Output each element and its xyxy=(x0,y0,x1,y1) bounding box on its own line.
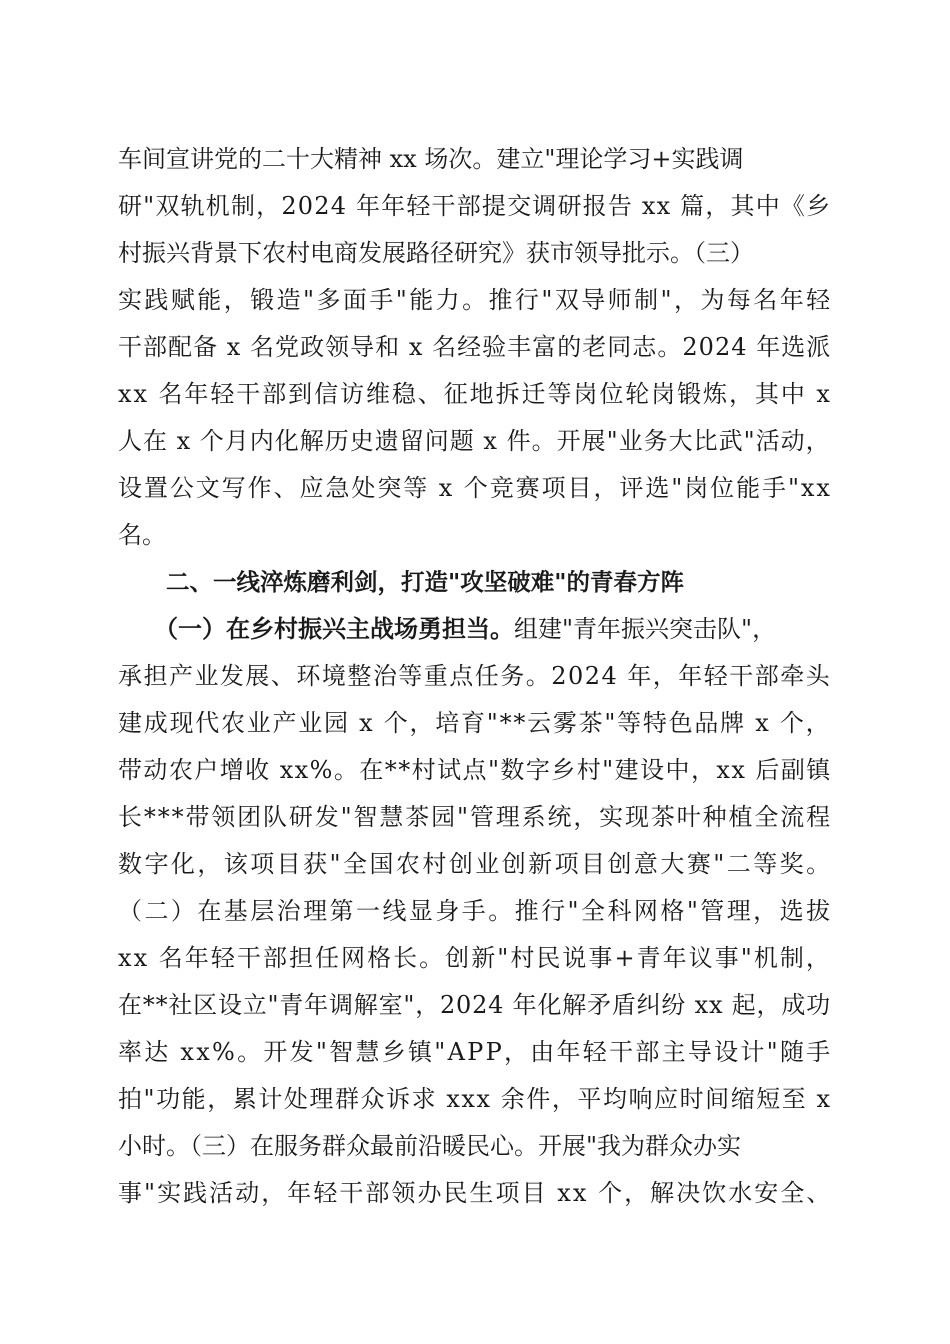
paragraph-line: 数字化，该项目获"全国农村创业创新项目创意大赛"二等奖。 xyxy=(118,850,833,878)
paragraph-line: 小时。（三）在服务群众最前沿暖民心。开展"我为群众办实 xyxy=(118,1132,742,1160)
subsection-title: （一）在乡村振兴主战场勇担当。 xyxy=(154,614,514,643)
subsection-line xyxy=(154,612,776,646)
paragraph-line: 村振兴背景下农村电商发展路径研究》获市领导批示。（三） xyxy=(118,239,754,267)
paragraph-line: 实践赋能，锻造"多面手"能力。推行"双导师制"，为每名年轻 xyxy=(118,286,833,314)
paragraph-line: xx 名年轻干部担任网格长。创新"村民说事+青年议事"机制， xyxy=(118,944,832,972)
paragraph-line: 干部配备 x 名党政领导和 x 名经验丰富的老同志。2024 年选派 xyxy=(118,333,832,361)
section-heading: 二、一线淬炼磨利剑，打造"攻坚破难"的青春方阵 xyxy=(166,568,684,596)
paragraph-line: 车间宣讲党的二十大精神 xx 场次。建立"理论学习+实践调 xyxy=(118,145,744,173)
paragraph-line: 研"双轨机制，2024 年年轻干部提交调研报告 xx 篇，其中《乡 xyxy=(118,192,832,220)
paragraph-line: 设置公文写作、应急处突等 x 个竞赛项目，评选"岗位能手"xx xyxy=(118,474,832,502)
paragraph-line: 率达 xx%。开发"智慧乡镇"APP，由年轻干部主导设计"随手 xyxy=(118,1038,833,1066)
paragraph-line: 在**社区设立"青年调解室"，2024 年化解矛盾纠纷 xx 起，成功 xyxy=(118,991,831,1019)
paragraph-line: 承担产业发展、环境整治等重点任务。2024 年，年轻干部牵头 xyxy=(118,662,832,690)
paragraph-line: 名。 xyxy=(118,521,166,549)
paragraph-line: xx 名年轻干部到信访维稳、征地拆迁等岗位轮岗锻炼，其中 x xyxy=(118,380,832,408)
paragraph-line: 人在 x 个月内化解历史遗留问题 x 件。开展"业务大比武"活动， xyxy=(118,427,831,455)
paragraph-line: 拍"功能，累计处理群众诉求 xxx 余件，平均响应时间缩短至 x xyxy=(118,1085,832,1113)
paragraph-line: 建成现代农业产业园 x 个，培育"**云雾茶"等特色品牌 x 个， xyxy=(118,709,832,737)
paragraph-line: 事"实践活动，年轻干部领办民生项目 xx 个，解决饮水安全、 xyxy=(118,1179,833,1207)
paragraph-line: 长***带领团队研发"智慧茶园"管理系统，实现茶叶种植全流程 xyxy=(118,803,832,831)
subsection-text: 组建"青年振兴突击队"， xyxy=(514,615,777,643)
paragraph-line: （二）在基层治理第一线显身手。推行"全科网格"管理，选拔 xyxy=(118,897,833,925)
paragraph-line: 带动农户增收 xx%。在**村试点"数字乡村"建设中，xx 后副镇 xyxy=(118,756,832,784)
